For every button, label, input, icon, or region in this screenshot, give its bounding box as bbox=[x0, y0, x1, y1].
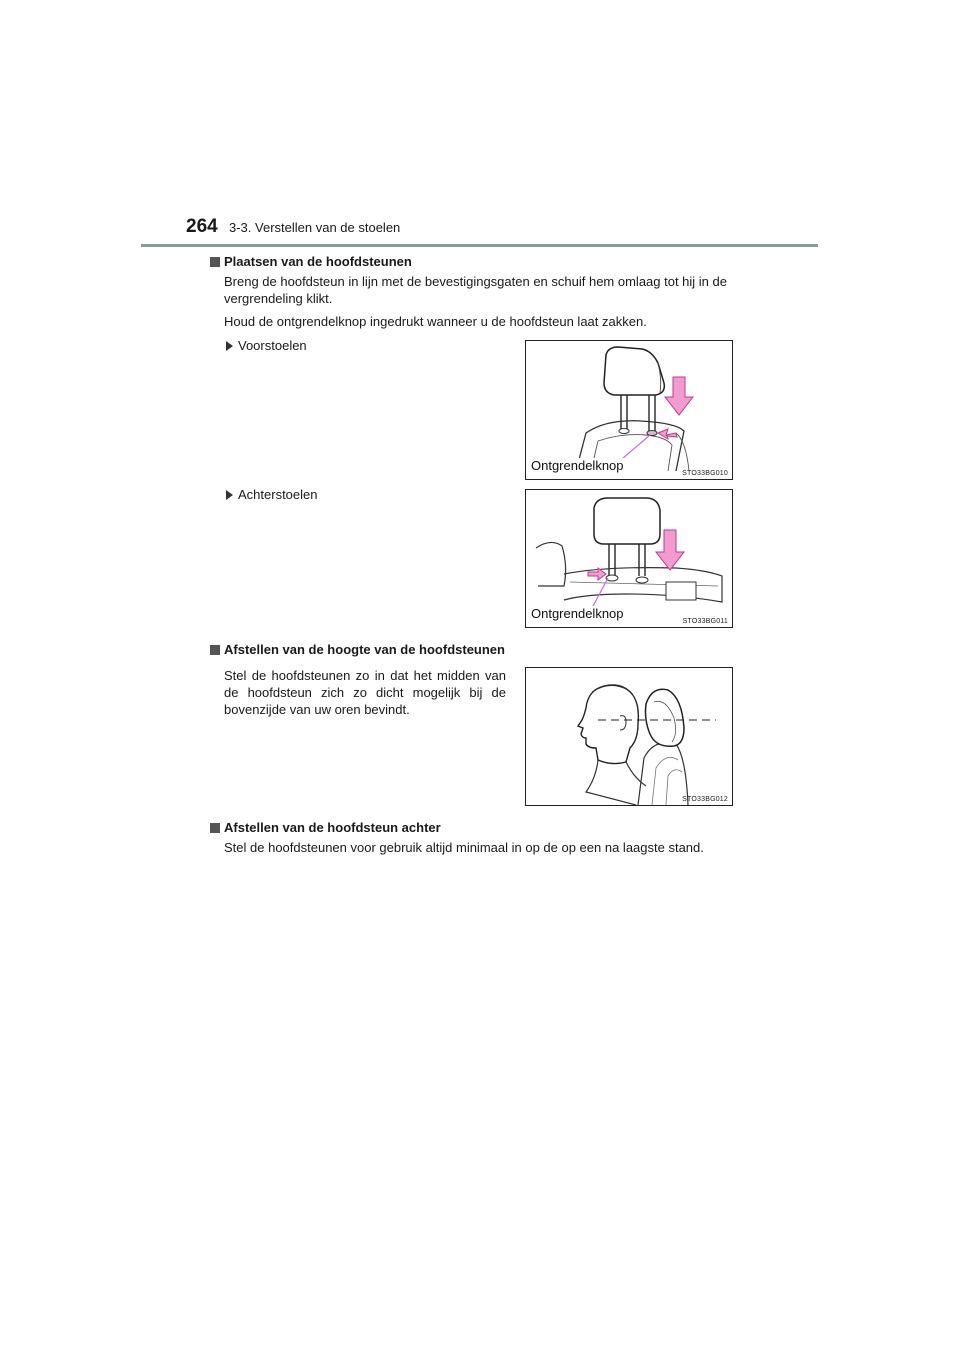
callout-release-button: Ontgrendelknop bbox=[531, 458, 624, 473]
chapter-title: 3-3. Verstellen van de stoelen bbox=[229, 220, 401, 235]
section-placing-headrests bbox=[210, 253, 750, 330]
figure-code: STO33BG010 bbox=[682, 470, 728, 477]
callout-release-button: Ontgrendelknop bbox=[531, 606, 624, 621]
figure-code: STO33BG012 bbox=[682, 796, 728, 803]
square-bullet-icon bbox=[210, 823, 220, 833]
header-rule bbox=[141, 244, 818, 247]
square-bullet-icon bbox=[210, 645, 220, 655]
section-title: Afstellen van de hoofdsteun achter bbox=[210, 819, 750, 837]
triangle-bullet-icon bbox=[226, 341, 233, 351]
section-title: Afstellen van de hoogte van de hoofdsteunen bbox=[210, 641, 750, 659]
section-title: Plaatsen van de hoofdsteunen bbox=[210, 253, 750, 271]
paragraph: Stel de hoofdsteunen zo in dat het midden van de hoofdsteun zich zo dicht mogelijk bij de bovenzijde van uw oren bevindt. bbox=[224, 668, 506, 717]
sub-item-rear-seats: Achterstoelen bbox=[224, 486, 318, 504]
paragraph: Stel de hoofdsteunen voor gebruik altijd minimaal in op de op een na laagste stand. bbox=[224, 840, 704, 855]
figure-code: STO33BG011 bbox=[682, 618, 728, 625]
page-number: 264 bbox=[186, 216, 218, 237]
figure-headrest-height bbox=[525, 667, 733, 806]
paragraph: Breng de hoofdsteun in lijn met de bevestigingsgaten en schuif hem omlaag tot hij in de vergrendeling klikt. bbox=[224, 274, 727, 306]
section-rear-headrest bbox=[210, 819, 750, 856]
head-position-illustration bbox=[526, 668, 732, 805]
sub-item-front-seats: Voorstoelen bbox=[224, 337, 307, 355]
paragraph: Houd de ontgrendelknop ingedrukt wanneer u de hoofdsteun laat zakken. bbox=[224, 314, 647, 329]
figure-rear-seat-headrest bbox=[525, 489, 733, 628]
square-bullet-icon bbox=[210, 257, 220, 267]
triangle-bullet-icon bbox=[226, 490, 233, 500]
figure-front-seat-headrest bbox=[525, 340, 733, 480]
